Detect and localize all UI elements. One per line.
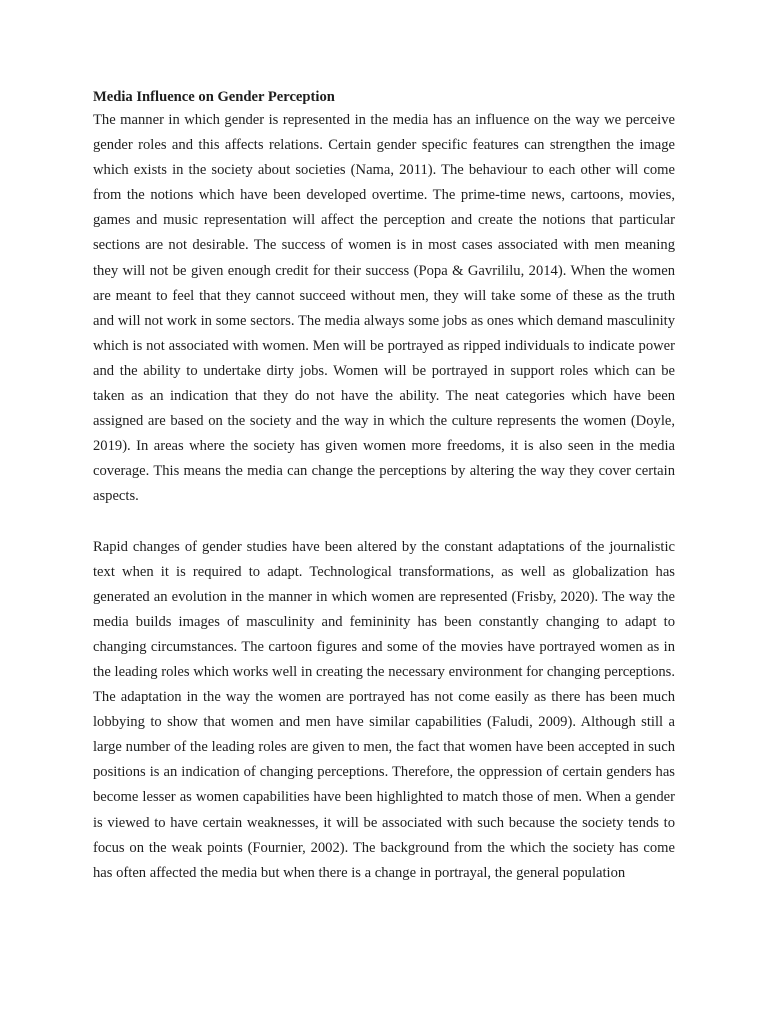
section-heading: Media Influence on Gender Perception (93, 89, 335, 105)
paragraph: Rapid changes of gender studies have been altered by the constant adaptations of the journalistic text when it is required to adapt. Technological transformations, as well as globalization has generated an evolution in the manner in which women are represented (Frisby, 2020). The way the media builds images of masculinity and femininity has been constantly changing to adapt to changing circumstances. The cartoon figures and some of the movies have portrayed women as in the leading roles which works well in creating the necessary environment for changing perceptions. The adaptation in the way the women are portrayed has not come easily as there has been much lobbying to show that women and men have similar capabilities (Faludi, 2009). Although still a large number of the leading roles are given to men, the fact that women have been accepted in such positions is an indication of changing perceptions. Therefore, the oppression of certain genders has become lesser as women capabilities have been highlighted to match those of men. When a gender is viewed to have certain weaknesses, it will be associated with such because the society tends to focus on the weak points (Fournier, 2002). The background from the which the society has come has often affected the media but when there is a change in portrayal, the general population (93, 538, 675, 881)
paragraph: The manner in which gender is represented in the media has an influence on the way we perceive gender roles and this affects relations. Certain gender specific features can strengthen the image which exists in the society about societies (Nama, 2011). The behaviour to each other will come from the notions which have been developed overtime. The prime-time news, cartoons, movies, games and music representation will affect the perception and create the notions that particular sections are not desirable. The success of women is in most cases associated with men meaning they will not be given enough credit for their success (Popa & Gavrililu, 2014). When the women are meant to feel that they cannot succeed without men, they will take some of these as the truth and will not work in some sectors. The media always some jobs as ones which demand masculinity which is not associated with women. Men will be portrayed as ripped individuals to indicate power and the ability to undertake dirty jobs. Women will be portrayed in support roles which can be taken as an indication that they do not have the ability. The neat categories which have been assigned are based on the society and the way in which the culture represents the women (Doyle, 2019). In areas where the society has given women more freedoms, it is also seen in the media coverage. This means the media can change the perceptions by altering the way they cover certain aspects. (93, 112, 675, 505)
document-body (93, 87, 675, 886)
